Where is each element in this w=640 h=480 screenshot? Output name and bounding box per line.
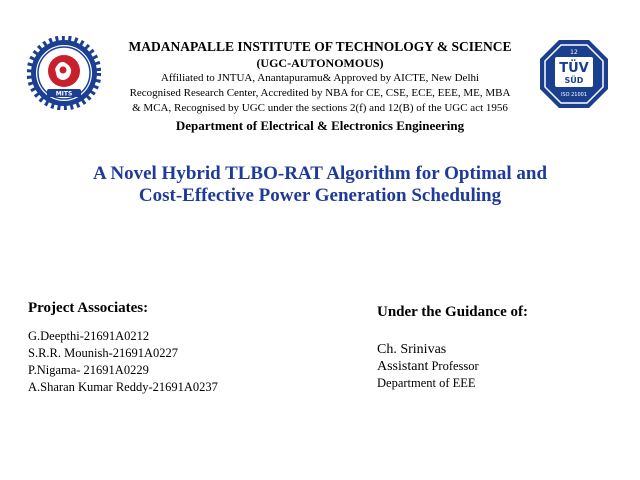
- emblem-text: MITS: [55, 90, 73, 98]
- associate-member: G.Deepthi-21691A0212: [28, 329, 150, 343]
- project-title-line-1: A Novel Hybrid TLBO-RAT Algorithm for Optimal and: [92, 163, 548, 184]
- guide-name: Ch. Srinivas: [377, 342, 447, 357]
- guide-designation-rest: Professor: [431, 359, 479, 373]
- affiliation-line-2: Recognised Research Center, Accredited by NBA for CE, CSE, ECE, EEE, ME, MBA: [129, 87, 511, 99]
- iso-badge-text: ISO 21001: [560, 92, 588, 98]
- institute-emblem-icon: [27, 36, 101, 110]
- department-name: Department of Electrical & Electronics Engineering: [175, 118, 465, 133]
- tuv-corner-number: 12: [570, 49, 578, 56]
- sud-text: SÜD: [564, 76, 584, 85]
- guide-designation-main: Assistant: [377, 359, 429, 374]
- project-title-line-2: Cost-Effective Power Generation Scheduling: [138, 185, 502, 206]
- project-associates-section: [28, 298, 328, 396]
- affiliation-line-1: Affiliated to JNTUA, Anantapuramu& Approved by AICTE, New Delhi: [160, 72, 480, 84]
- autonomous-status: (UGC-AUTONOMOUS): [256, 56, 384, 70]
- institute-header: [100, 39, 540, 134]
- institute-name: MADANAPALLE INSTITUTE OF TECHNOLOGY & SCIENCE: [128, 39, 512, 54]
- guidance-heading: Under the Guidance of:: [377, 304, 528, 320]
- associate-member: S.R.R. Mounish-21691A0227: [28, 346, 179, 360]
- associate-member: P.Nigama- 21691A0229: [28, 363, 149, 377]
- guide-department: Department of EEE: [377, 376, 476, 390]
- affiliation-line-3: & MCA, Recognised by UGC under the sections 2(f) and 12(B) of the UGC act 1956: [132, 102, 508, 114]
- guidance-section: [377, 302, 627, 392]
- project-title: [30, 163, 610, 207]
- tuv-sud-certification-icon: [538, 38, 610, 110]
- associates-heading: Project Associates:: [28, 300, 149, 316]
- guide-designation: [377, 358, 627, 375]
- tuv-text: TÜV: [559, 61, 589, 76]
- associate-member: A.Sharan Kumar Reddy-21691A0237: [28, 380, 218, 394]
